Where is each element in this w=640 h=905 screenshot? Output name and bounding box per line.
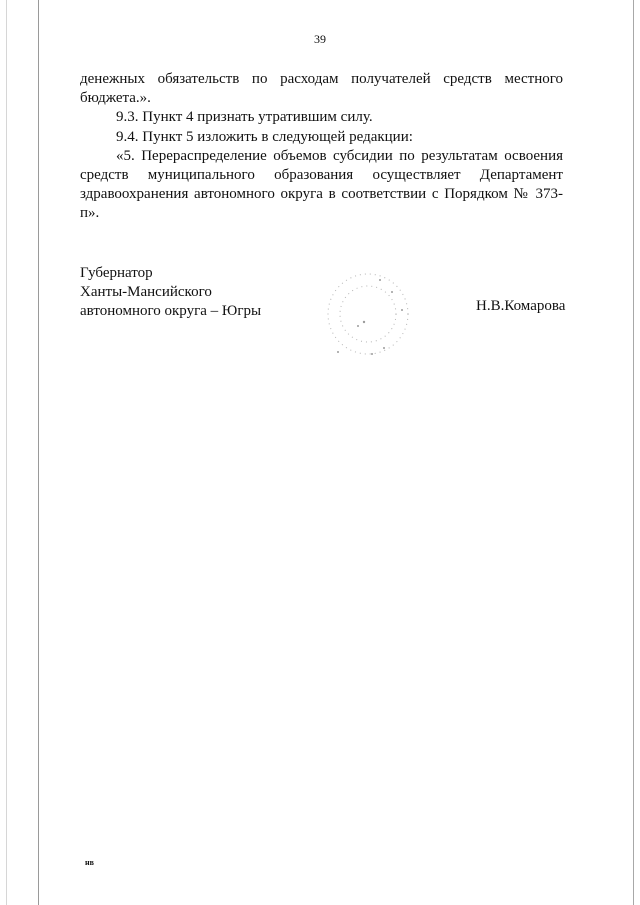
footer-mark: нв bbox=[85, 858, 94, 867]
signature-title-line: Ханты-Мансийского bbox=[80, 284, 212, 301]
signatory-name: Н.В.Комарова bbox=[476, 298, 566, 314]
paragraph: 9.4. Пункт 5 изложить в следующей редакции: bbox=[116, 128, 413, 145]
page-number: 39 bbox=[314, 32, 326, 46]
document-body bbox=[80, 70, 563, 224]
scan-edge bbox=[6, 0, 7, 905]
signature-title-line: Губернатор bbox=[80, 265, 153, 281]
paragraph: 9.3. Пункт 4 признать утратившим силу. bbox=[116, 109, 373, 126]
scan-edge bbox=[633, 0, 634, 905]
signature-title-line: автономного округа – Югры bbox=[80, 303, 262, 320]
scan-edge bbox=[38, 0, 39, 905]
signature-title bbox=[80, 264, 261, 322]
paragraph: денежных обязательств по расходам получателей средств местного бюджета.». bbox=[80, 71, 563, 107]
paragraph: «5. Перераспределение объемов субсидии по результатам освоения средств муниципального образования осуществляет Департамент здравоохранения автономного округа в соответствии с Порядком № 373-п». bbox=[80, 147, 563, 222]
faded-seal bbox=[320, 262, 420, 362]
